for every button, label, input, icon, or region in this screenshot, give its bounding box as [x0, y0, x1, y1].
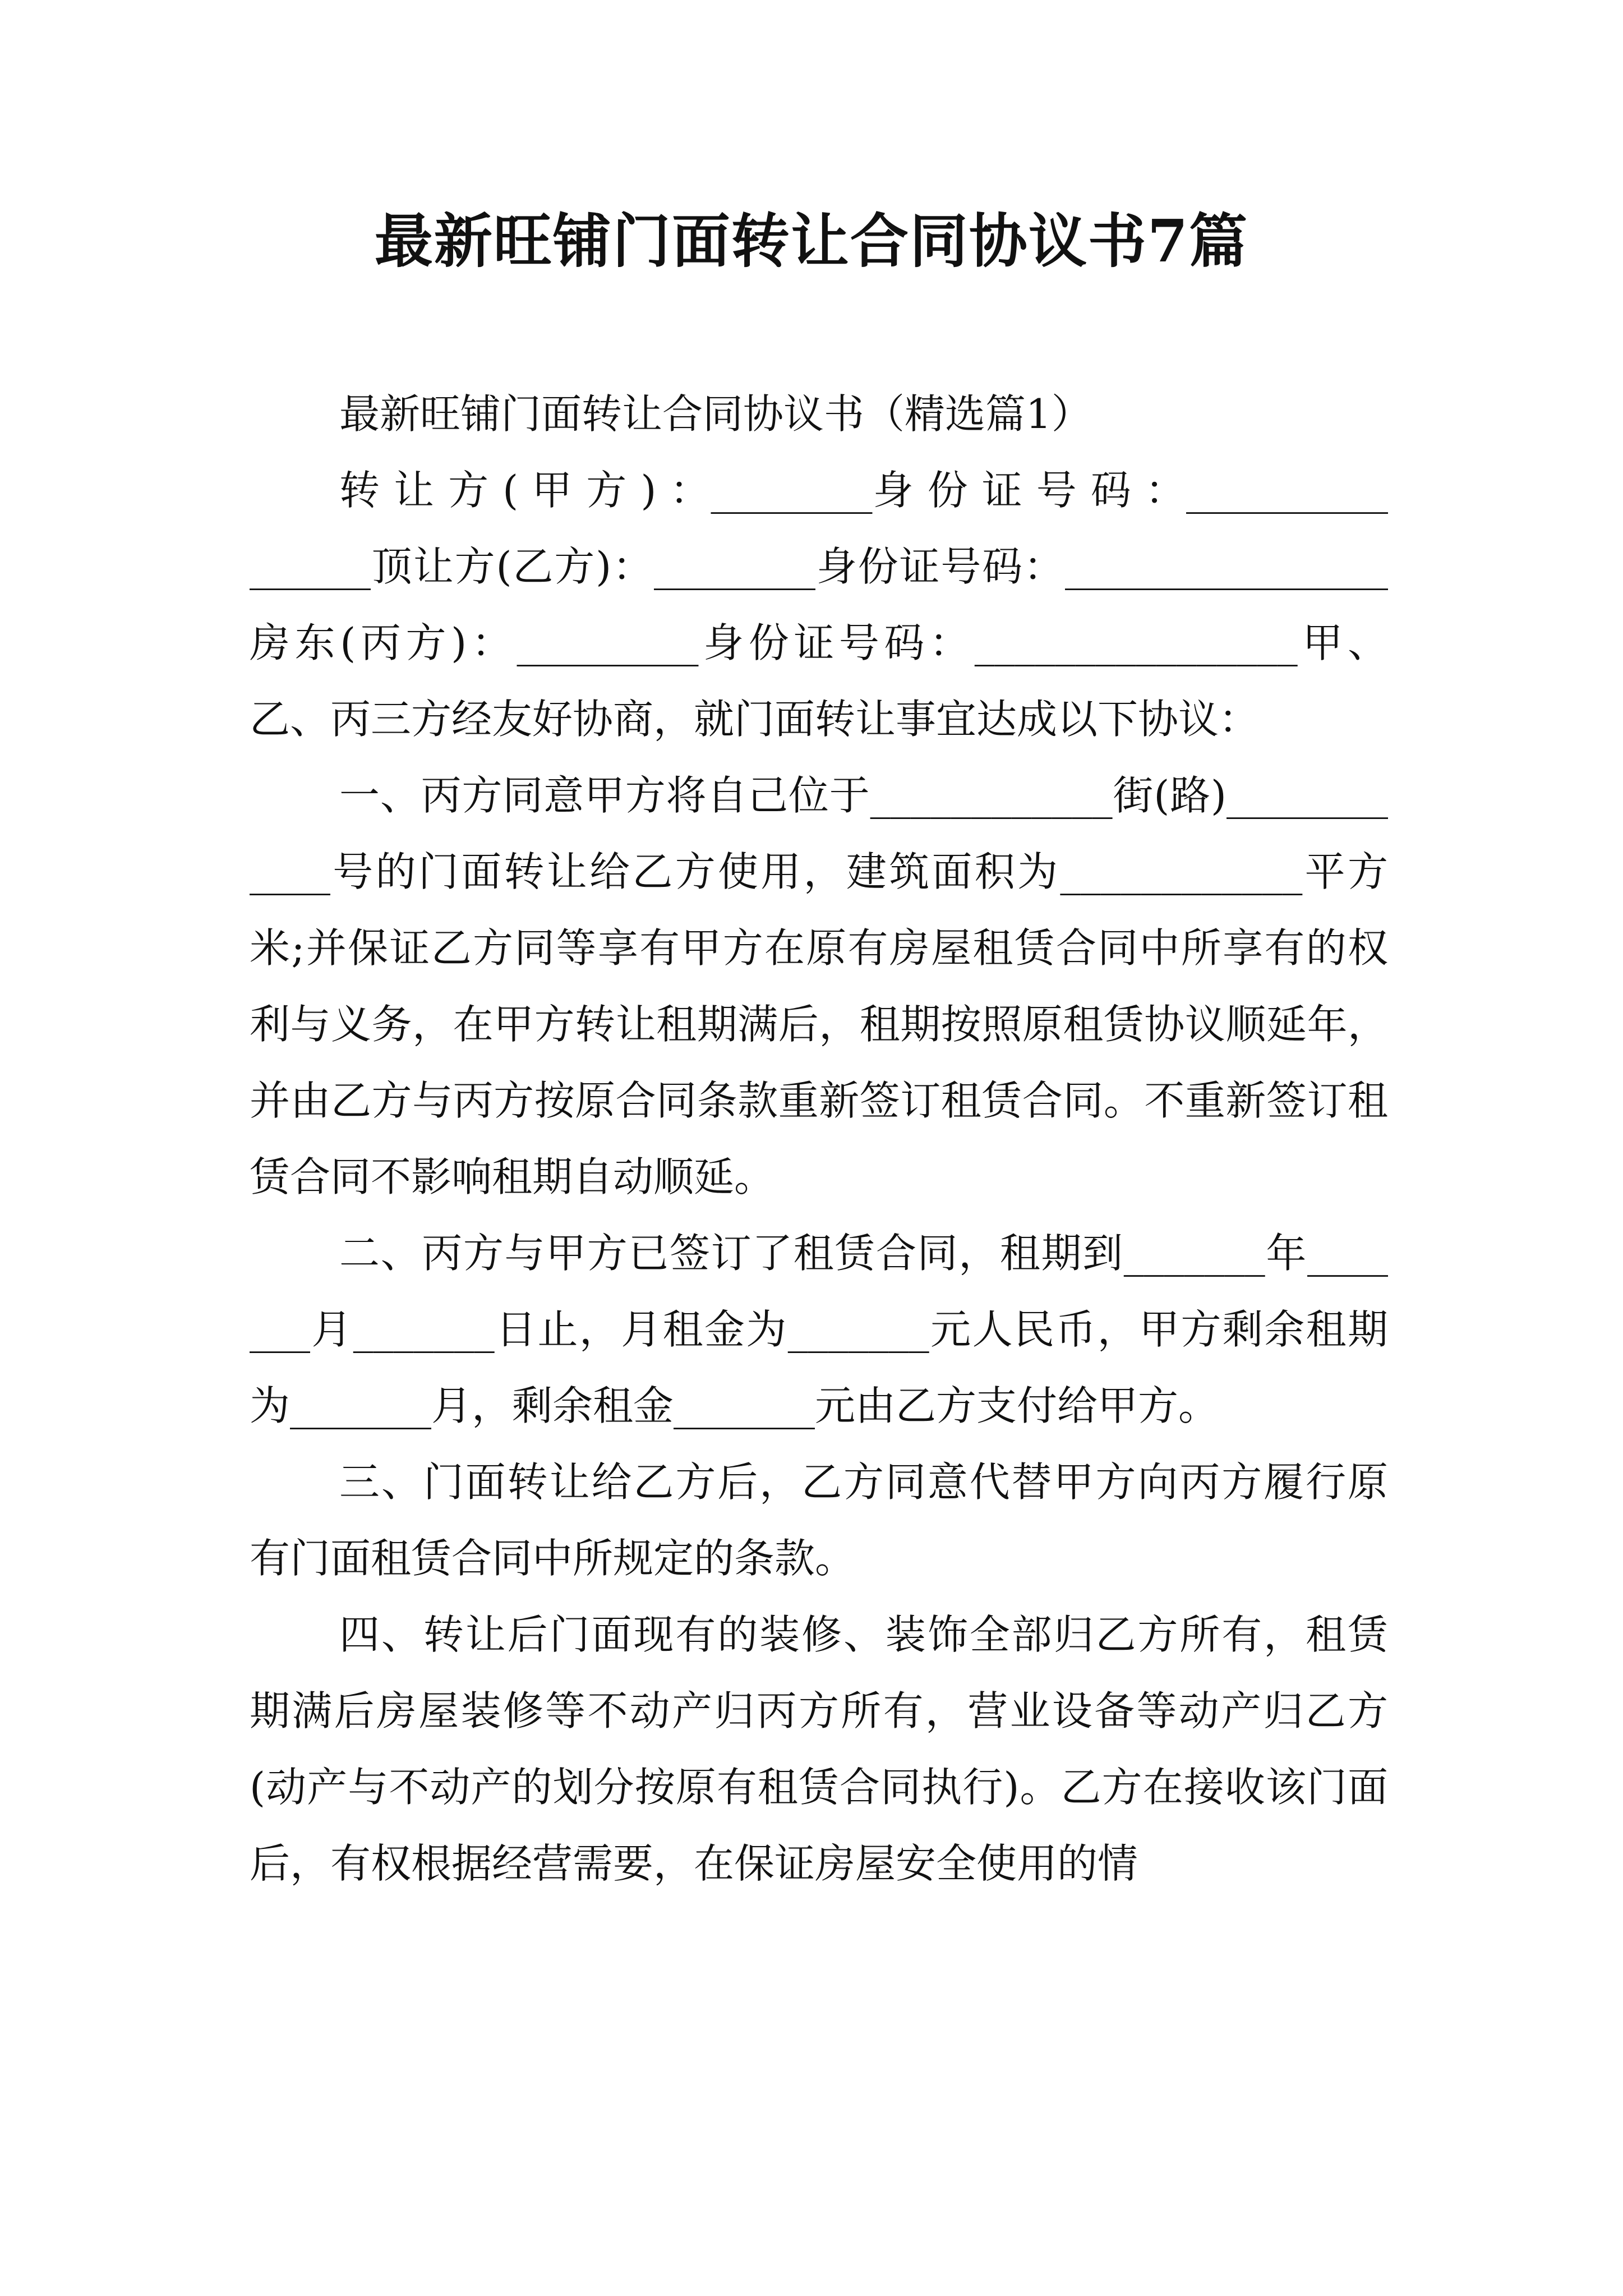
paragraph-clause-3: 三、门面转让给乙方后，乙方同意代替甲方向丙方履行原有门面租赁合同中所规定的条款。 — [250, 1458, 1388, 1582]
paragraph-clause-1: 一、丙方同意甲方将自己位于____________街(路)____________号的门面转让给乙方使用，建筑面积为____________平方米;并保证乙方同等享有甲方在原有房屋租赁合同中所享有的权利与义务，在甲方转让租期满后，租期按照原租赁协议顺延年，并由乙方与丙方按原合同条款重新签订租赁合同。不重新签订租赁合同不影响租期自动顺延。 — [250, 772, 1388, 1200]
paragraph-parties: 转 让 方 ( 甲 方 ) ：________身 份 证 号 码 ：________________顶让方(乙方)：________身份证号码：________________房东(丙方)：_________身份证号码：________________甲、乙、丙三方经友好协商，就门面转让事宜达成以下协议： — [250, 467, 1388, 743]
section-subtitle: 最新旺铺门面转让合同协议书（精选篇1） — [339, 390, 1092, 438]
paragraph-clause-4: 四、转让后门面现有的装修、装饰全部归乙方所有，租赁期满后房屋装修等不动产归丙方所有，营业设备等动产归乙方(动产与不动产的划分按原有租赁合同执行)。乙方在接收该门面后，有权根据经营需要，在保证房屋安全使用的情 — [250, 1611, 1388, 1887]
document-title: 最新旺铺门面转让合同协议书7篇 — [374, 206, 1249, 275]
document-body — [250, 376, 1388, 1902]
paragraph-clause-2: 二、丙方与甲方已签订了租赁合同，租期到_______年_______月_______日止，月租金为_______元人民币，甲方剩余租期为_______月，剩余租金_______元由乙方支付给甲方。 — [250, 1230, 1388, 1429]
